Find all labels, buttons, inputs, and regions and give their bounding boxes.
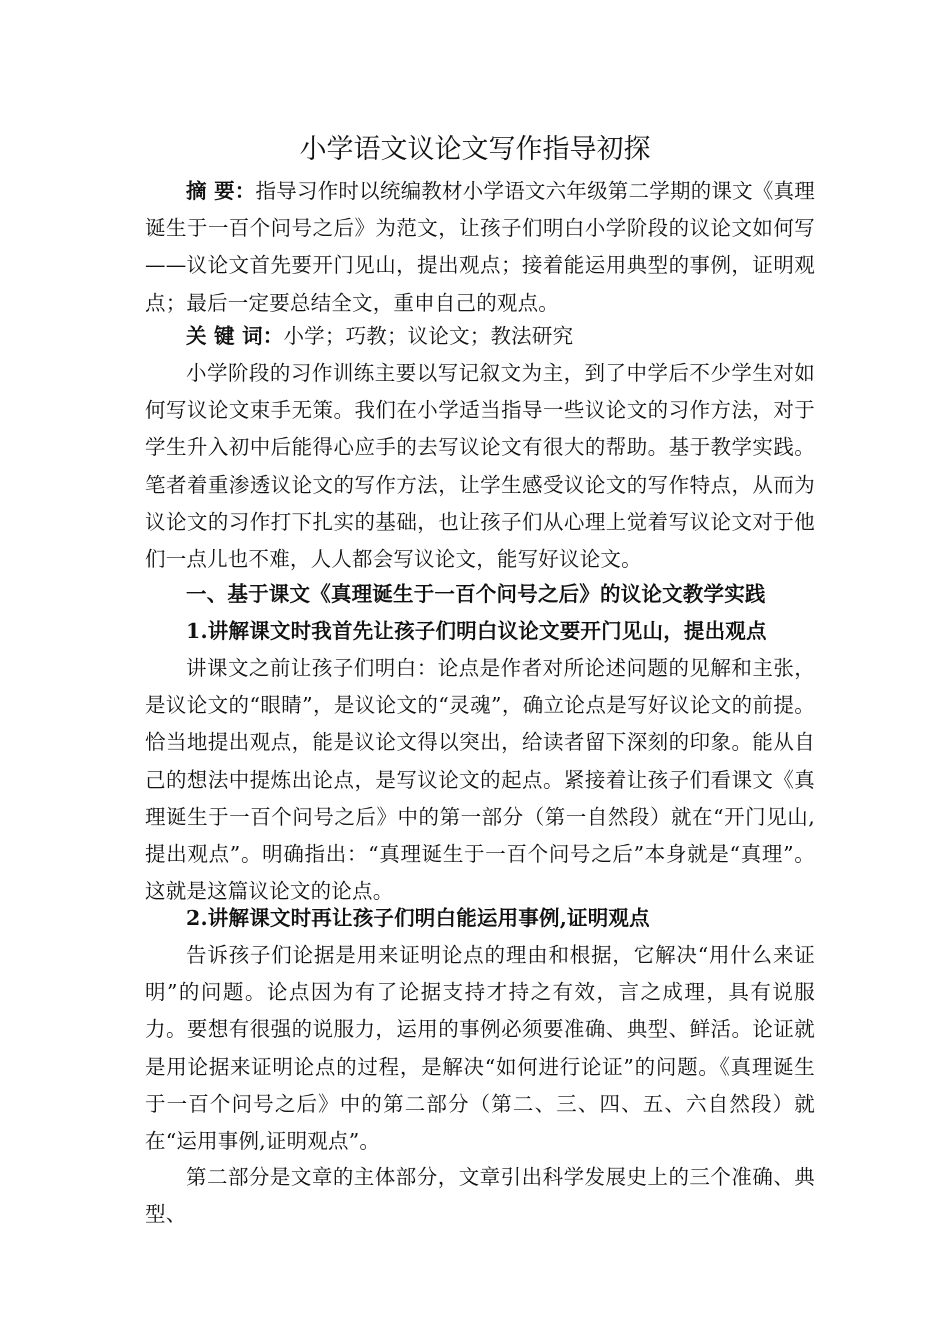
subsection-2-paragraph: 告诉孩子们论据是用来证明论点的理由和根据，它解决“用什么来证明”的问题。论点因为有了论据支持才持之有效，言之成理，具有说服力。要想有很强的说服力，运用的事例必须要准确、典型、鲜活。论证就是用论据来证明论点的过程，是解决“如何进行论证”的问题。《真理诞生于一百个问号之后》中的第二部分（第二、三、四、五、六自然段）就在“运用事例,证明观点”。 (145, 943, 815, 1154)
abstract-text: 指导习作时以统编教材小学语文六年级第二学期的课文《真理诞生于一百个问号之后》为范文，让孩子们明白小学阶段的议论文如何写——议论文首先要开门见山，提出观点；接着能运用典型的事例，证明观点；最后一定要总结全文，重申自己的观点。 (145, 179, 815, 315)
keywords-text: 小学；巧教；议论文；教法研究 (283, 324, 574, 348)
intro-paragraph: 小学阶段的习作训练主要以写记叙文为主，到了中学后不少学生对如何写议论文束手无策。我们在小学适当指导一些议论文的习作方法，对于学生升入初中后能得心应手的去写议论文有很大的帮助。基于教学实践。笔者着重渗透议论文的写作方法，让学生感受议论文的写作特点，从而为议论文的习作打下扎实的基础，也让孩子们从心理上觉着写议论文对于他们一点儿也不难，人人都会写议论文，能写好议论文。 (145, 361, 815, 572)
subsection-heading-2: 2.讲解课文时再让孩子们明白能运用事例,证明观点 (186, 906, 650, 930)
abstract-label: 摘 要： (186, 179, 256, 203)
keywords-paragraph (145, 318, 815, 355)
abstract-paragraph (145, 173, 815, 322)
document-title: 小学语文议论文写作指导初探 (299, 134, 651, 165)
keywords-label: 关 键 词： (186, 324, 284, 348)
subsection-1-paragraph: 讲课文之前让孩子们明白：论点是作者对所论述问题的见解和主张，是议论文的“眼睛”，是议论文的“灵魂”，确立论点是写好议论文的前提。恰当地提出观点，能是议论文得以突出，给读者留下深刻的印象。能从自己的想法中提炼出论点，是写议论文的起点。紧接着让孩子们看课文《真理诞生于一百个问号之后》中的第一部分（第一自然段）就在“开门见山,提出观点”。明确指出：“真理诞生于一百个问号之后”本身就是“真理”。这就是这篇议论文的论点。 (145, 656, 815, 904)
section-heading-1: 一、基于课文《真理诞生于一百个问号之后》的议论文教学实践 (186, 582, 766, 606)
subsection-heading-1: 1.讲解课文时我首先让孩子们明白议论文要开门见山，提出观点 (186, 619, 767, 643)
body-paragraph-last: 第二部分是文章的主体部分，文章引出科学发展史上的三个准确、典型、 (145, 1165, 815, 1227)
